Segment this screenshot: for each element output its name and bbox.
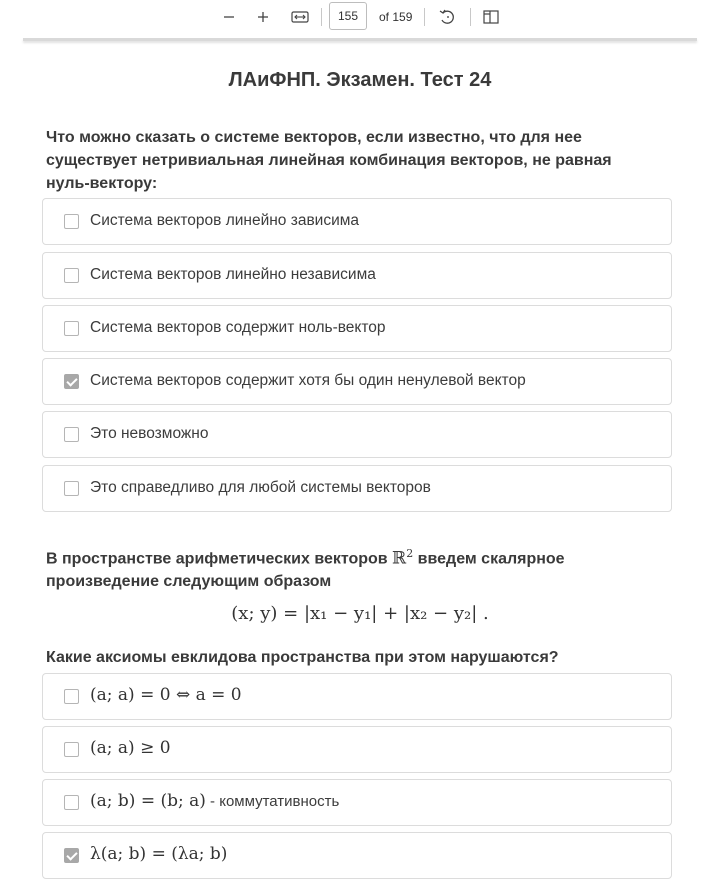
option-formula: (a; a) ≥ 0 (90, 738, 171, 758)
checkbox[interactable] (64, 795, 79, 810)
checkbox-checked[interactable] (64, 848, 79, 863)
q1-option-6[interactable] (42, 465, 672, 512)
q2-option-2[interactable] (42, 726, 672, 773)
page-title: ЛАиФНП. Экзамен. Тест 24 (228, 69, 492, 91)
checkbox-checked[interactable] (64, 374, 79, 389)
checkbox[interactable] (64, 268, 79, 283)
checkbox[interactable] (64, 427, 79, 442)
rotate-button[interactable] (437, 4, 457, 30)
q1-option-4[interactable] (42, 358, 672, 405)
q2-option-4[interactable] (42, 832, 672, 879)
q2-option-3[interactable] (42, 779, 672, 826)
question-2-text-before: В пространстве арифметических векторов (46, 550, 393, 568)
checkbox[interactable] (64, 481, 79, 496)
zoom-out-button[interactable] (220, 4, 238, 30)
fit-width-icon (291, 10, 309, 24)
question-2-prompt: Какие аксиомы евклидова пространства при этом нарушаются? (46, 649, 559, 666)
q1-option-2[interactable] (42, 252, 672, 299)
q1-option-1[interactable] (42, 198, 672, 245)
option-formula: (a; b) = (b; a) (90, 791, 206, 811)
option-label: Система векторов линейно независима (90, 266, 376, 283)
option-suffix: - коммутативность (205, 793, 340, 810)
q1-option-5[interactable] (42, 411, 672, 458)
checkbox[interactable] (64, 214, 79, 229)
minus-icon (223, 11, 235, 23)
q2-option-1[interactable] (42, 673, 672, 720)
option-label: Это справедливо для любой системы векторов (90, 479, 431, 496)
option-label: Система векторов содержит хотя бы один ненулевой вектор (90, 372, 526, 389)
real-space-symbol: ℝ (392, 548, 407, 569)
space-exponent: 2 (406, 547, 414, 560)
question-2-text (46, 542, 656, 593)
option-formula: (a; a) = 0 ⇔ a = 0 (90, 685, 242, 705)
plus-icon (257, 11, 269, 23)
toolbar-divider (470, 8, 471, 26)
toolbar-divider (321, 8, 322, 26)
pdf-toolbar (0, 0, 720, 36)
option-label: Система векторов содержит ноль-вектор (90, 319, 386, 336)
rotate-icon (438, 8, 456, 26)
page-number-input[interactable]: 155 (329, 2, 367, 30)
option-label: Это невозможно (90, 425, 209, 442)
question-2-text-after: введем скалярное произведение следующим образом (46, 550, 565, 591)
page-top-edge (23, 38, 697, 41)
checkbox[interactable] (64, 742, 79, 757)
dual-page-icon (482, 9, 500, 25)
option-formula: λ(a; b) = (λa; b) (90, 844, 228, 864)
scalar-product-formula: (x; y) = |x₁ − y₁| + |x₂ − y₂| . (231, 603, 489, 624)
toolbar-divider (424, 8, 425, 26)
q1-option-3[interactable] (42, 305, 672, 352)
checkbox[interactable] (64, 321, 79, 336)
page-total-label: of 159 (379, 10, 413, 24)
question-1-text: Что можно сказать о системе векторов, если известно, что для нее существует нетривиальная линейная комбинация векторов, не равная нуль-вектору: (46, 129, 612, 192)
zoom-in-button[interactable] (254, 4, 272, 30)
checkbox[interactable] (64, 689, 79, 704)
option-label (90, 791, 339, 811)
fit-width-button[interactable] (290, 4, 310, 30)
option-label: Система векторов линейно зависима (90, 212, 360, 229)
dual-page-button[interactable] (481, 4, 501, 30)
